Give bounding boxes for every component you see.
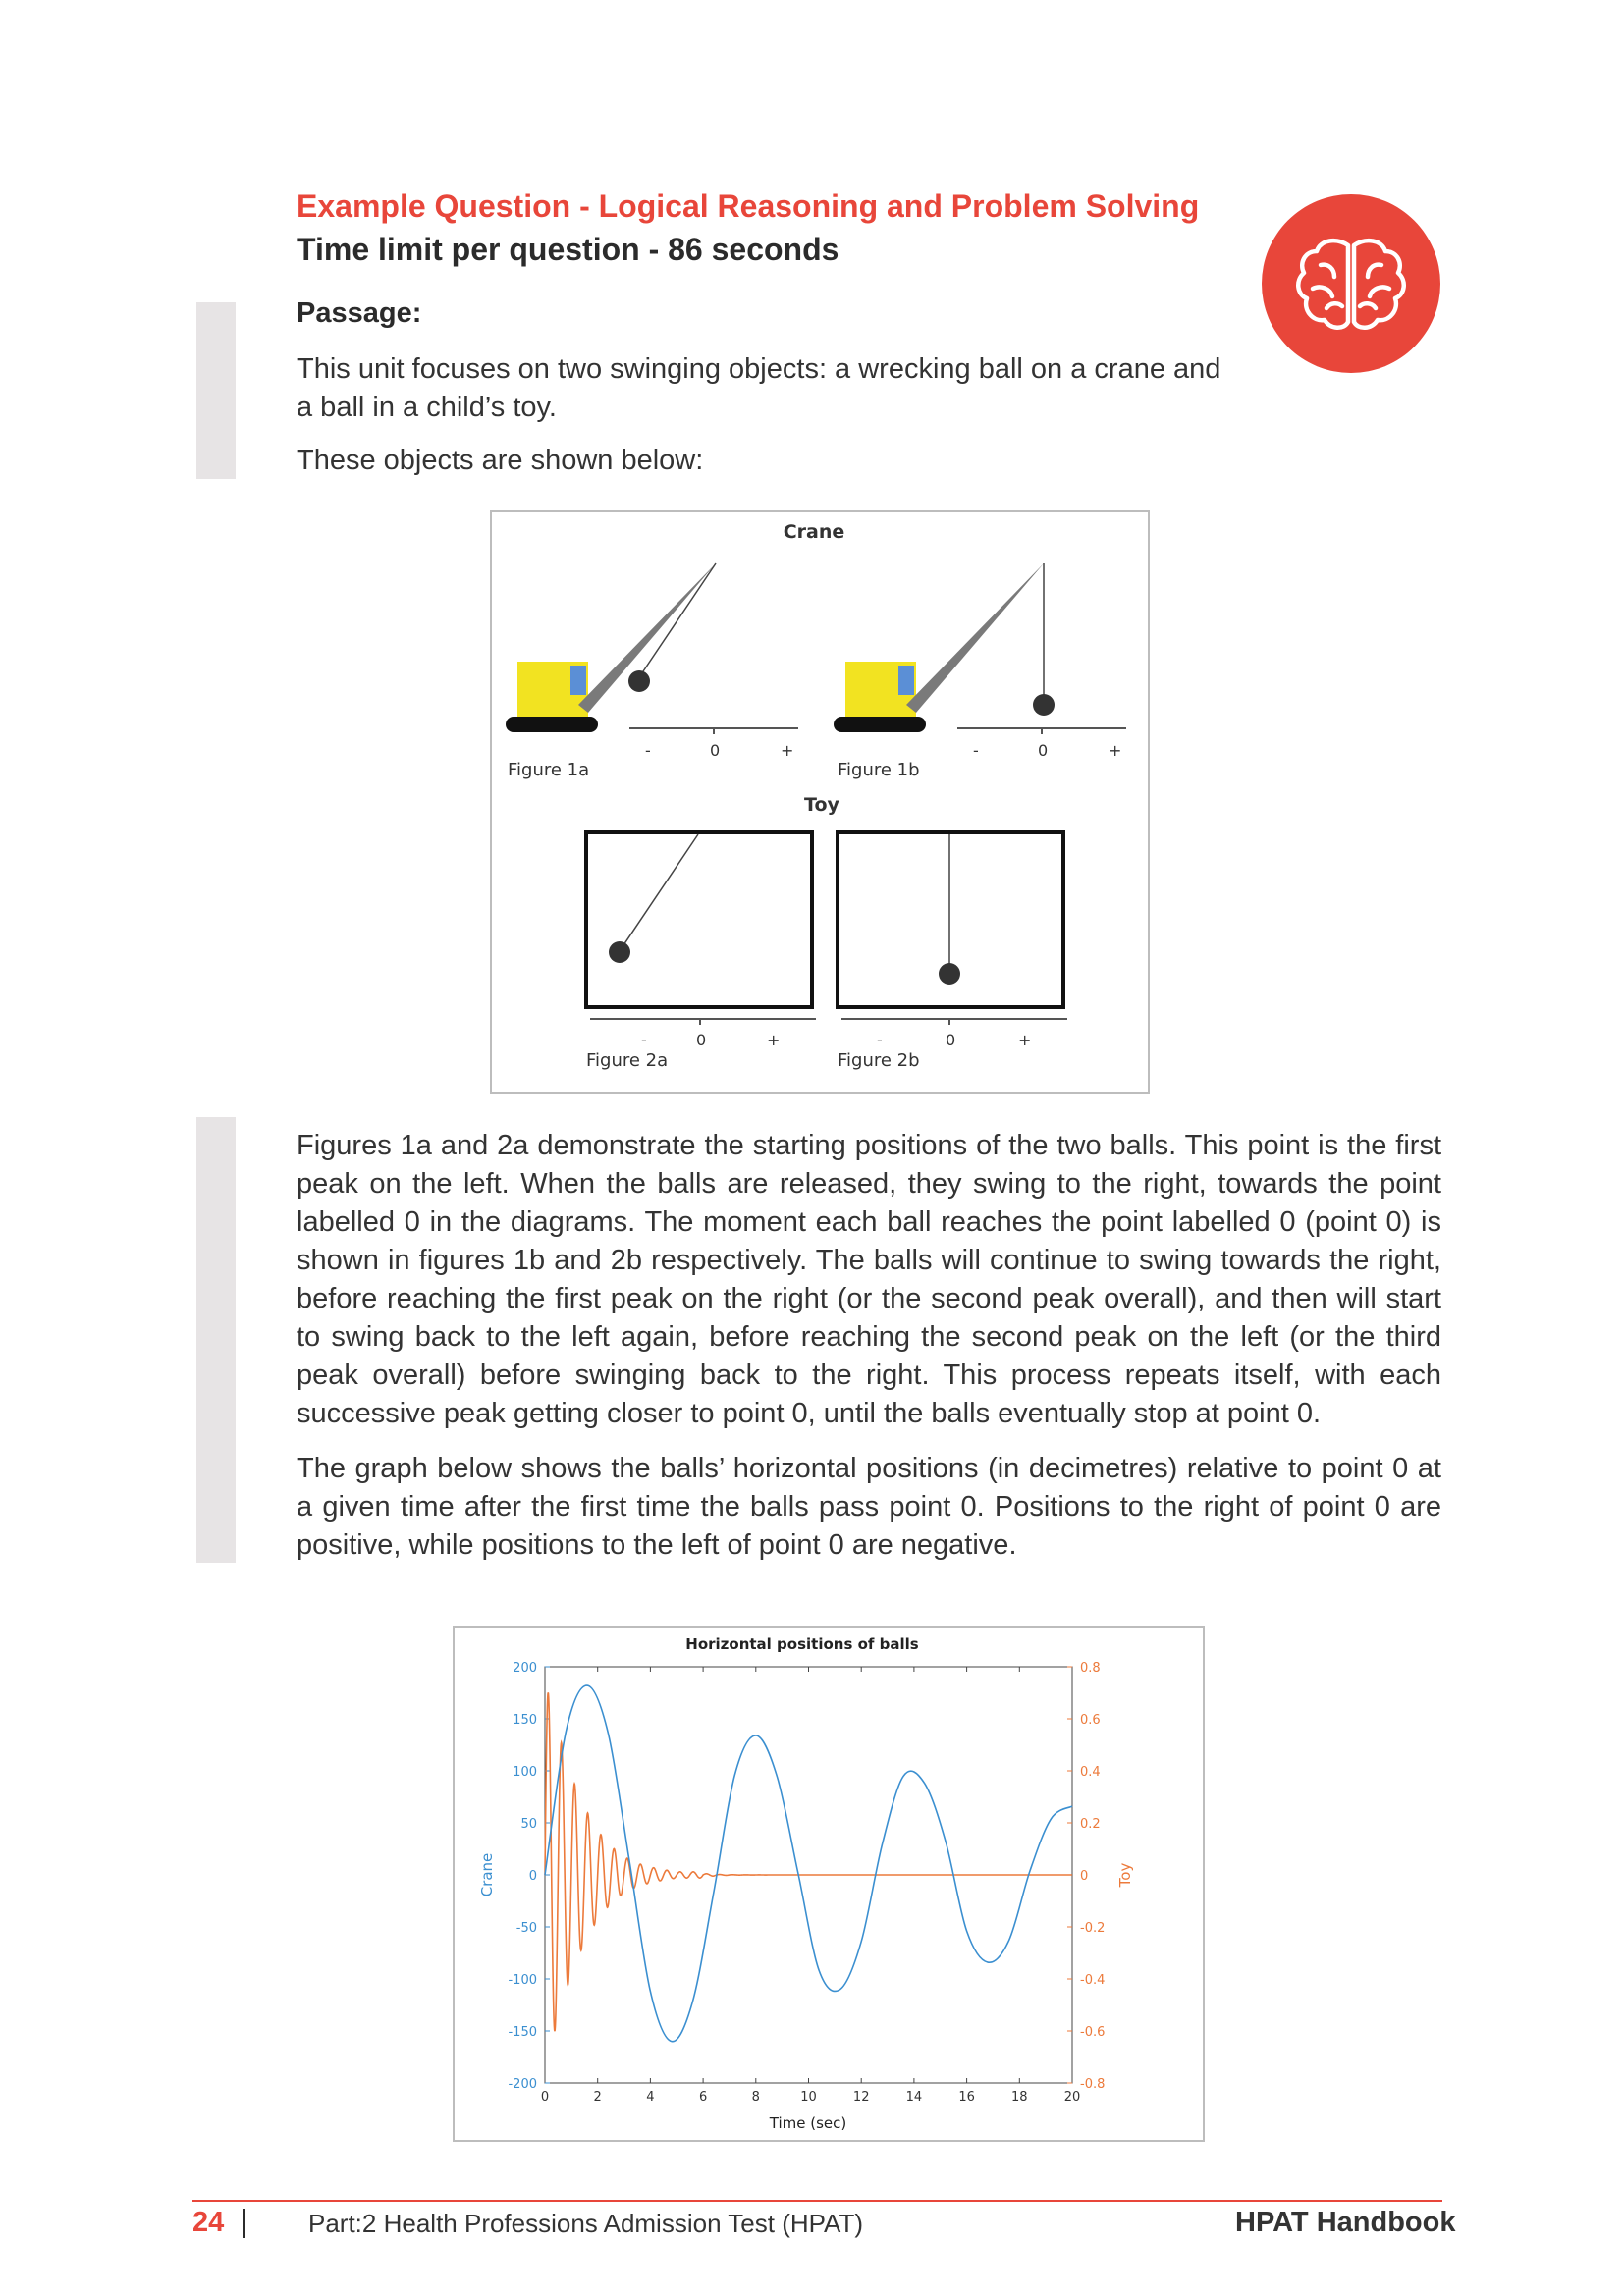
passage-intro: This unit focuses on two swinging objects: a wrecking ball on a crane and a ball in a child’s toy. bbox=[297, 353, 1221, 423]
passage-paragraph-2: The graph below shows the balls’ horizontal positions (in decimetres) relative to point 0 at a given time after the first time the balls pass point 0. Positions to the right of point 0 are positive, while positions to the left of point 0 are negative. bbox=[297, 1453, 1441, 1561]
sidebar-bar-2 bbox=[196, 1117, 236, 1563]
y2-tick-label: -0.6 bbox=[1080, 2025, 1106, 2040]
x-tick-label: 16 bbox=[958, 2090, 975, 2105]
toy-2b bbox=[838, 832, 1067, 1071]
y-tick-label: -100 bbox=[508, 1973, 537, 1988]
y2-tick-label: -0.8 bbox=[1080, 2077, 1106, 2092]
sidebar-bar bbox=[196, 302, 236, 479]
x-tick-label: 8 bbox=[751, 2090, 760, 2105]
x-tick-label: 6 bbox=[698, 2090, 708, 2105]
brain-icon bbox=[1262, 194, 1440, 373]
figure-1a-label: Figure 1a bbox=[508, 760, 590, 780]
crane-1a bbox=[506, 563, 798, 780]
passage-label: Passage: bbox=[297, 297, 422, 329]
x-tick-label: 10 bbox=[800, 2090, 817, 2105]
footer-rule bbox=[192, 2200, 1442, 2202]
axis-plus-1b: + bbox=[1109, 741, 1122, 760]
y-tick-label: -200 bbox=[508, 2077, 537, 2092]
axis-zero-2a: 0 bbox=[696, 1031, 707, 1049]
axis-plus-2b: + bbox=[1018, 1031, 1032, 1049]
toy-2a bbox=[586, 832, 816, 1071]
question-title: Example Question - Logical Reasoning and Problem Solving bbox=[297, 188, 1200, 224]
axis-zero-1b: 0 bbox=[1038, 741, 1049, 760]
y-tick-label: -150 bbox=[508, 2025, 537, 2040]
crane-title: Crane bbox=[783, 521, 845, 543]
time-limit: Time limit per question - 86 seconds bbox=[297, 232, 839, 267]
chart-y2label: Toy bbox=[1116, 1862, 1134, 1888]
figure-1b-label: Figure 1b bbox=[838, 760, 920, 780]
x-tick-label: 18 bbox=[1011, 2090, 1028, 2105]
passage-shown-below: These objects are shown below: bbox=[297, 445, 704, 476]
axis-zero-1a: 0 bbox=[710, 741, 721, 760]
y2-tick-label: -0.4 bbox=[1080, 1973, 1106, 1988]
axis-minus-1b: - bbox=[973, 741, 979, 760]
toy-title: Toy bbox=[804, 794, 839, 816]
positions-chart bbox=[453, 1626, 1205, 2142]
y-tick-label: 100 bbox=[513, 1765, 537, 1780]
brain-badge bbox=[1262, 194, 1440, 373]
figure-2a-label: Figure 2a bbox=[586, 1050, 669, 1071]
chart-ylabel: Crane bbox=[478, 1852, 496, 1897]
footer-separator bbox=[243, 2209, 245, 2238]
axis-plus-2a: + bbox=[767, 1031, 781, 1049]
y2-tick-label: 0.2 bbox=[1080, 1817, 1101, 1832]
y-tick-label: 50 bbox=[520, 1817, 537, 1832]
axis-minus-2b: - bbox=[877, 1031, 883, 1049]
chart-title: Horizontal positions of balls bbox=[685, 1635, 919, 1653]
y2-tick-label: 0.8 bbox=[1080, 1661, 1101, 1676]
passage-paragraph-1: Figures 1a and 2a demonstrate the starting positions of the two balls. This point is the first peak on the left. When the balls are released, they swing to the right, towards the point labelled 0 in the diagrams. The moment each ball reaches the point labelled 0 (point 0) is shown in figures 1b and 2b respectively. The balls will continue to swing towards the right, before reaching the first peak on the right (or the second peak overall), and then will start to swing back to the left again, before reaching the second peak on the left (or the third peak overall) before swinging back to the right. This process repeats itself, with each successive peak getting closer to point 0, until the balls eventually stop at point 0. bbox=[297, 1130, 1441, 1429]
crane-1b bbox=[834, 563, 1126, 780]
axis-minus-2a: - bbox=[641, 1031, 647, 1049]
crane-toy-figure bbox=[490, 510, 1150, 1094]
x-tick-label: 0 bbox=[540, 2090, 550, 2105]
y-tick-label: 0 bbox=[528, 1869, 537, 1884]
y2-tick-label: 0 bbox=[1080, 1869, 1089, 1884]
axis-zero-2b: 0 bbox=[946, 1031, 956, 1049]
y2-tick-label: 0.6 bbox=[1080, 1713, 1101, 1728]
y-tick-label: 200 bbox=[513, 1661, 537, 1676]
chart-xlabel: Time (sec) bbox=[769, 2114, 847, 2132]
x-tick-label: 20 bbox=[1063, 2090, 1081, 2105]
footer-section-title: Part:2 Health Professions Admission Test (HPAT) bbox=[308, 2209, 863, 2238]
y2-tick-label: -0.2 bbox=[1080, 1921, 1106, 1936]
x-tick-label: 4 bbox=[646, 2090, 655, 2105]
axis-minus-1a: - bbox=[645, 741, 651, 760]
x-tick-label: 12 bbox=[852, 2090, 870, 2105]
y2-tick-label: 0.4 bbox=[1080, 1765, 1101, 1780]
y-tick-label: -50 bbox=[515, 1921, 537, 1936]
x-tick-label: 2 bbox=[593, 2090, 602, 2105]
axis-plus-1a: + bbox=[781, 741, 794, 760]
footer-handbook-title: HPAT Handbook bbox=[1235, 2207, 1456, 2238]
page-number: 24 bbox=[192, 2207, 225, 2238]
figure-2b-label: Figure 2b bbox=[838, 1050, 920, 1071]
y-tick-label: 150 bbox=[513, 1713, 537, 1728]
x-tick-label: 14 bbox=[905, 2090, 923, 2105]
